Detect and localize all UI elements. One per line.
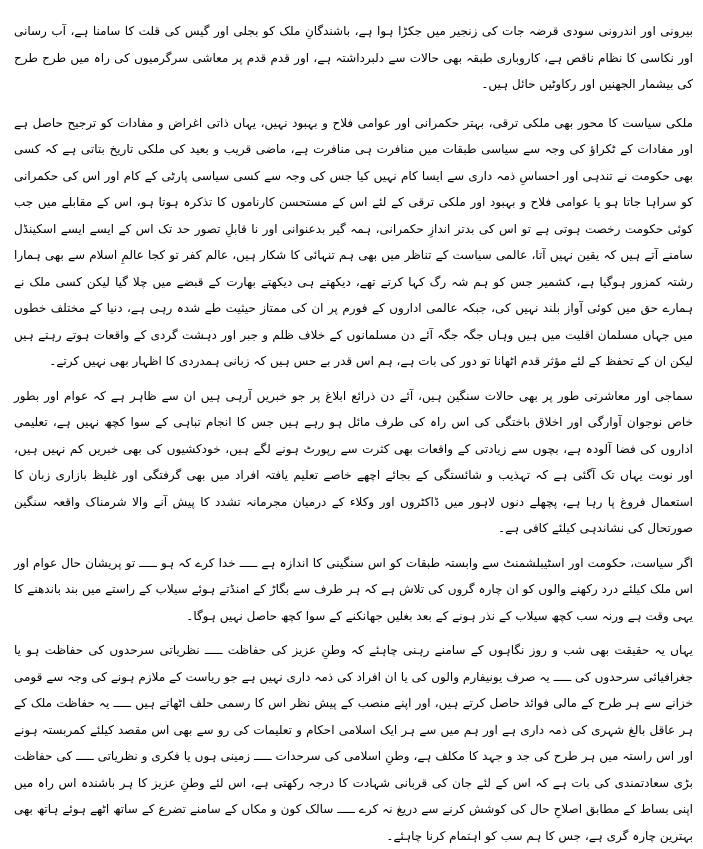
paragraph-politics: ملکی سیاست کا محور بھی ملکی ترقی، بہتر حکمرانی اور عوامی فلاح و بہبود نہیں، یہاں ذاتی اغراض و مفادات کو ترجیح حاصل ہے اور مفادات کے ٹکراؤ کی وجہ سے سیاسی طبقات میں منافرت ہی منافرت ہے، ماضی قریب و بعید کی ملکی تاریخ بتاتی ہے کہ کسی بھی حکومت نے تندہی اور احساسِ ذمہ داری سے ایسا کام نہیں کیا جس کی وجہ سے کسی سیاسی پارٹی کے کام اور اس کی حکمرانی کو سراہا جاتا ہو یا عوامی فلاح و بہبود اور ملکی ترقی کے لئے اس کے مستحسن کارناموں کا تذکرہ ہوتا ہو، اس کے مقابلے میں جب کوئی حکومت رخصت ہوتی ہے تو اس کی بدتر اندازِ حکمرانی، ہمہ گیر بدعنوانی اور نا قابلِ تصور حد تک اس کے ایسے ایسے اسکینڈل سامنے آتے ہیں کہ یقین نہیں آتا، عالمی سیاست کے تناظر میں بھی ہم تنہائی کا شکار ہیں، عالم کفر تو کجا عالمِ اسلام سے بھی ہمارا رشتہ کمزور ہوگیا ہے، کشمیر جس کو ہم شہ رگ کہا کرتے تھے، دیکھتے ہی دیکھتے بھارت کے قبضے میں چلا گیا لیکن کسی ملک نے ہمارے حق میں کوئی آواز بلند نہیں کی، جبکہ عالمی اداروں کے فورم پر ان کی ممتاز حیثیت طے شدہ رہی ہے، دنیا کے مختلف خطوں میں جہاں مسلمان اقلیت میں ہیں وہاں جگہ جگہ آئے دن مسلمانوں کے خلاف ظلم و جبر اور دہشت گردی کے واقعات ہوتے رہتے ہیں لیکن ان کے تحفظ کے لئے مؤثر قدم اٹھانا تو دور کی بات ہے، ہم اس قدر بے حس ہیں کہ زبانی ہمدردی کا اظہار بھی نہیں کرتے۔ [14, 115, 694, 368]
paragraph-homeland-defense: یہاں یہ حقیقت بھی شب و روز نگاہوں کے سامنے رہنی چاہئے کہ وطنِ عزیز کی حفاظت ـــــ نظریاتی سرحدوں کی حفاظت ہو یا جغرافیائی سرحدوں کی ـــــ یہ صرف یونیفارم والوں کی یا ان افراد کی ذمہ داری نہیں ہے جو ریاست کے ملازم ہونے کی وجہ سے قومی خزانے سے ہر طرح کے مالی فوائد حاصل کرتے ہیں، اور اپنے منصب کے پیش نظر اس کا رسمی حلف اٹھاتے ہیں ـــــ یہ حفاظت ملک کے ہر عاقل بالغ شہری کی ذمہ داری ہے اور ہم میں سے ہر ایک اسلامی احکام و تعلیمات کی رو سے بھی اس مقصد کیلئے کمربستہ ہونے اور اس راستہ میں ہر طرح کی جد و جہد کا مکلف ہے، وطنِ اسلامی کی سرحدات ـــــ زمینی ہوں یا فکری و نظریاتی ـــــ کی حفاظت بڑی سعادتمندی کی بات ہے کہ اس کے لئے جان کی قربانی شہادت کا درجہ رکھتی ہے، اس لئے وطنِ عزیز کا ہر باشندہ اس راہ میں اپنی بساط کے مطابق اصلاحِ حال کی کوشش کرنے سے دریغ نہ کرے ـــــ سالک کون و مکاں کے سامنے تضرع کے ساتھ اٹھے ہوئے ہاتھ بھی بہترین چارہ گری ہے، جس کا ہم سب کو اہتمام کرنا چاہئے۔ [14, 643, 693, 843]
paragraph-social-conditions: سماجی اور معاشرتی طور پر بھی حالات سنگین ہیں، آئے دن ذرائع ابلاغ پر جو خبریں آرہی ہیں ان سے ظاہر ہے کہ عوام اور بطور خاص نوجوان آوارگی اور اخلاق باختگی کی اس راہ کی طرف مائل ہو رہے ہیں جس کا انجام تباہی کے سوا کچھ نہیں ہے، تعلیمی اداروں کی فضا آلودہ ہے، بچوں سے زیادتی کے واقعات بھی کثرت سے رپورٹ ہونے لگے ہیں، خودکشیوں کی بھی خبریں کم نہیں ہیں، اور نوبت یہاں تک آگئی ہے کہ تہذیب و شائستگی کے بجائے اچھے خاصے تعلیم یافتہ افراد میں بھی گرفتگی اور غلیظ بازاری زبان کا استعمال فروغ پا رہا ہے، پچھلے دنوں لاہور میں ڈاکٹروں اور وکلاء کے درمیان مجرمانہ تشدد کا پیش آنے والا شرمناک واقعہ سنگین صورتحال کی نشاندہی کیلئے کافی ہے۔ [14, 388, 693, 535]
paragraph-appeal-to-establishment: اگر سیاست، حکومت اور اسٹیبلشمنٹ سے وابستہ طبقات کو اس سنگینی کا اندازہ ہے ـــــ خدا کرے کہ ہو ـــــ تو پریشان حال عوام اور اس ملک کیلئے درد رکھنے والوں کو ان چارہ گروں کی تلاش ہے کہ ہر طرف سے بگاڑ کے امنڈتے ہوئے سیلاب کے راستے میں بند باندھنے کا یہی وقت ہے ورنہ سب کچھ سیلاب کے نذر ہونے کے بعد بغلیں جھانکنے کے سوا کچھ حاصل نہیں ہوگا۔ [14, 555, 693, 623]
paragraph-economic-crisis: بیرونی اور اندرونی سودی قرضہ جات کی زنجیر میں جکڑا ہوا ہے، باشندگانِ ملک کو بجلی اور گیس کی قلت کا سامنا ہے، آب رسانی اور نکاسی کا نظام ناقص ہے، کاروباری طبقہ بھی حالات سے دلبرداشتہ ہے، اور قدم قدم پر معاشی سرگرمیوں کی راہ میں طرح طرح کی بیشمار الجھنیں اور رکاوٹیں حائل ہیں۔ [14, 24, 693, 91]
